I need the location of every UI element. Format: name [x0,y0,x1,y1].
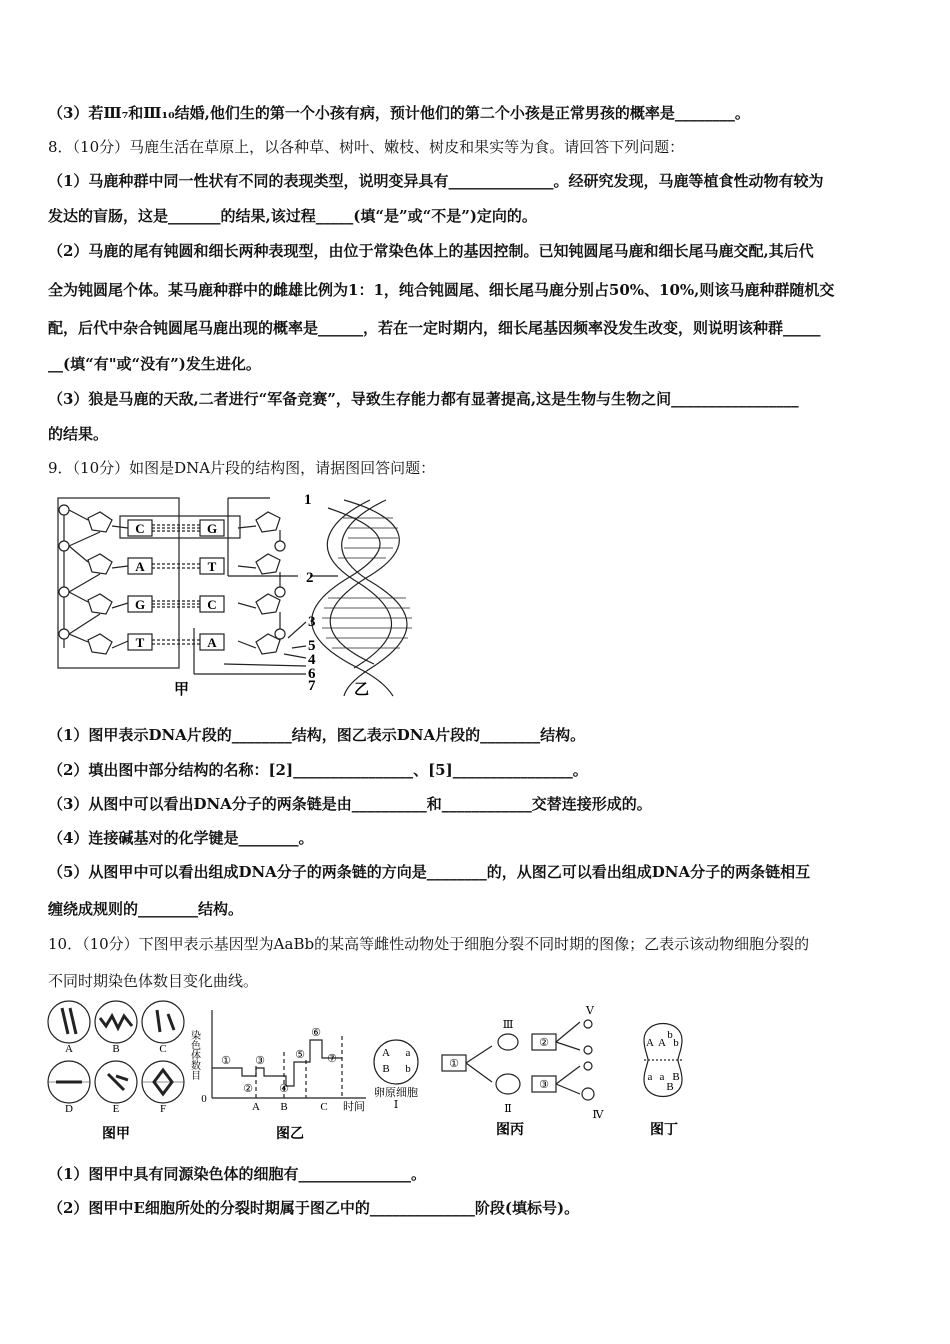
dna-structure-figure [48,488,418,698]
stage-2: ② [243,1083,253,1095]
graph-xtick-a: A [252,1101,260,1113]
base-left-2: A [135,559,145,574]
stage-6: ⑥ [311,1027,321,1039]
ding-gene-6: a [659,1071,665,1083]
ding-gene-5: a [647,1071,653,1083]
q8-part1-line1: （1）马鹿种群中同一性状有不同的表现类型，说明变异具有______________。经研究发现，马鹿等植食性动物有较为 [48,172,824,190]
q8-part3-line1: （3）狼是马鹿的天敌,二者进行“军备竞赛”，导致生存能力都有显著提高,这是生物与生物之间_________________ [48,390,799,408]
q8-part2-line3: 配，后代中杂合钝圆尾马鹿出现的概率是______，若在一定时期内，细长尾基因频率没发生改变，则说明该种群_____ [48,319,821,337]
base-left-1: C [135,521,145,536]
bing-roman-2: Ⅱ [504,1103,512,1115]
q9-part5-line2: 缠绕成规则的________结构。 [48,900,244,918]
base-right-3: C [207,597,217,612]
stage-5: ⑤ [295,1049,305,1061]
ding-gene-1: A [646,1037,654,1049]
bing-stage-3: ③ [539,1079,549,1091]
q8-header: 8．（10分）马鹿生活在草原上，以各种草、树叶、嫩枝、树皮和果实等为食。请回答下列问题： [48,138,685,156]
q8-part1-line2: 发达的盲肠，这是_______的结果,该过程_____(填“是”或“不是”)定向的。 [48,207,537,225]
caption-tu-yi: 图乙 [276,1127,304,1142]
caption-yi: 乙 [354,682,370,698]
q8-part2-line1: （2）马鹿的尾有钝圆和细长两种表现型，由位于常染色体上的基因控制。已知钝圆尾马鹿和细长尾马鹿交配,其后代 [48,242,814,260]
q9-part3: （3）从图中可以看出DNA分子的两条链是由__________和____________交替连接形成的。 [48,795,652,813]
q9-header: 9．（10分）如图是DNA片段的结构图，请据图回答问题： [48,459,436,477]
cell-label-b: B [112,1043,120,1055]
bing-gene-a-upper: A [382,1047,390,1059]
ding-gene-7: B [672,1071,680,1083]
q10-part2: （2）图甲中E细胞所处的分裂时期属于图乙中的______________阶段(填标号)。 [48,1199,580,1217]
bing-cell-label: 卵原细胞 [374,1087,418,1099]
bing-roman-1: Ⅰ [393,1099,399,1111]
graph-xlabel: 时间 [343,1101,365,1113]
graph-origin: 0 [201,1093,207,1105]
caption-jia: 甲 [174,682,190,698]
bing-gene-b-lower: b [405,1063,411,1075]
q9-part1: （1）图甲表示DNA片段的________结构，图乙表示DNA片段的________结构。 [48,726,586,744]
label-2: 2 [306,570,314,586]
q8-part2-line4: __(填“有"或“没有”)发生进化。 [48,355,261,373]
base-left-3: G [134,597,146,612]
left-strand-box [58,498,179,668]
q9-part2: （2）填出图中部分结构的名称：[2]________________、[5]________________。 [48,761,588,779]
cell-label-c: C [159,1043,167,1055]
ding-gene-2: A [658,1037,666,1049]
q8-part2-line2: 全为钝圆尾个体。某马鹿种群中的雌雄比例为1：1，纯合钝圆尾、细长尾马鹿分别占50%、10%,则该马鹿种群随机交 [48,281,835,299]
q9-part5-line1: （5）从图甲中可以看出组成DNA分子的两条链的方向是________的，从图乙可以看出组成DNA分子的两条链相互 [48,863,811,881]
ding-gene-4: b [667,1029,673,1041]
label-3: 3 [308,614,316,630]
bing-gene-a-lower: a [405,1047,411,1059]
q8-part3-line2: 的结果。 [48,425,109,443]
label-7: 7 [308,678,316,694]
stage-1: ① [221,1055,231,1067]
stage-3: ③ [255,1055,265,1067]
q10-part1: （1）图甲中具有同源染色体的细胞有_______________。 [48,1165,426,1183]
q7-part3: （3）若Ⅲ₇和Ⅲ₁₀结婚,他们生的第一个小孩有病，预计他们的第二个小孩是正常男孩的概率是________。 [48,104,750,122]
bing-roman-5: Ⅴ [586,1005,594,1017]
q9-part4: （4）连接碱基对的化学键是________。 [48,829,314,847]
ding-gene-8: B [666,1081,674,1093]
graph-xtick-b: B [280,1101,288,1113]
cell-label-d: D [65,1103,73,1115]
caption-tu-ding: 图丁 [650,1123,678,1138]
bing-stage-2: ② [539,1037,549,1049]
bing-roman-4: Ⅳ [592,1109,604,1121]
stage-7: ⑦ [327,1053,337,1065]
graph-xtick-c: C [320,1101,328,1113]
cell-label-a: A [65,1043,73,1055]
ding-gene-3: b [673,1037,679,1049]
cell-division-figure [44,1000,704,1145]
base-left-4: T [135,635,145,650]
base-right-1: G [206,521,218,536]
label-6: 6 [308,666,316,682]
label-1: 1 [304,492,312,508]
bing-roman-3: Ⅲ [502,1019,514,1031]
caption-tu-jia: 图甲 [102,1127,130,1142]
bing-stage-1: ① [449,1058,459,1070]
bing-gene-b-upper: B [382,1063,390,1075]
label-5: 5 [308,638,316,654]
q10-header-line1: 10．（10分）下图甲表示基因型为AaBb的某高等雌性动物处于细胞分裂不同时期的图像；乙表示该动物细胞分裂的 [48,935,810,953]
q10-header-line2: 不同时期染色体数目变化曲线。 [48,972,259,990]
cell-label-e: E [112,1103,120,1115]
graph-ylabel: 染色体数目 [188,1030,200,1080]
base-right-2: T [207,559,217,574]
label-4: 4 [308,652,316,668]
cell-label-f: F [159,1103,167,1115]
caption-tu-bing: 图丙 [496,1123,524,1138]
stage-4: ④ [279,1083,289,1095]
base-right-4: A [207,635,217,650]
